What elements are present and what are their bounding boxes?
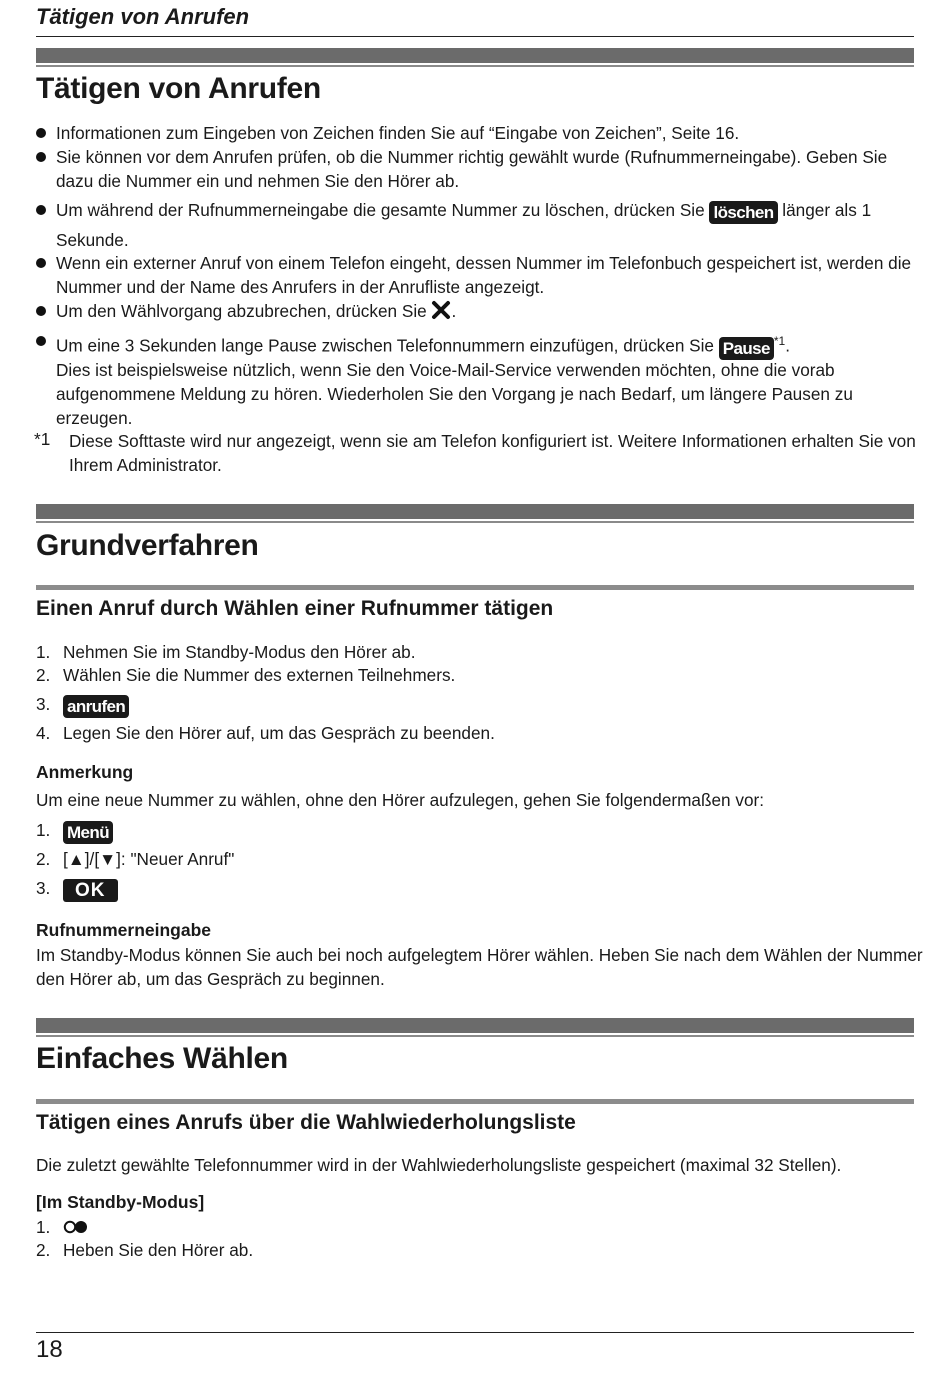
bullet-text-part: Um eine 3 Sekunden lange Pause zwischen Telefonnummern einzufügen, drücken Sie xyxy=(56,335,714,356)
bullet-text: Informationen zum Eingeben von Zeichen finden Sie auf “Eingabe von Zeichen”, Seite 16. xyxy=(56,123,740,143)
bullet-text-cont: Dies ist beispielsweise nützlich, wenn Sie den Voice-Mail-Service verwenden möchten, ohne die vorab xyxy=(56,360,835,380)
step-number: 1. xyxy=(36,820,51,840)
manual-page xyxy=(34,0,923,1374)
step-number: 3. xyxy=(36,694,51,714)
subsection-bar xyxy=(36,585,914,590)
bullet-text-cont: Sekunde. xyxy=(56,230,129,250)
running-header: Tätigen von Anrufen xyxy=(36,4,250,29)
step-number: 2. xyxy=(36,849,51,869)
step-number: 2. xyxy=(36,1240,51,1260)
bullet-text-cont: erzeugen. xyxy=(56,408,133,428)
step-number: 1. xyxy=(36,642,51,662)
step-number: 2. xyxy=(36,665,51,685)
note-text: Um eine neue Nummer zu wählen, ohne den Hörer aufzulegen, gehen Sie folgendermaßen vor: xyxy=(36,790,765,810)
step-number: 3. xyxy=(36,878,51,898)
bullet-text-part: . xyxy=(785,335,790,356)
step-key-wrap xyxy=(63,692,129,718)
bullet-text: Wenn ein externer Anruf von einem Telefon eingeht, dessen Nummer im Telefonbuch gespeichert ist, werden die xyxy=(56,253,912,273)
step-text: Nehmen Sie im Standby-Modus den Hörer ab. xyxy=(63,642,416,662)
rufnummer-text-cont: den Hörer ab, um das Gespräch zu beginnen. xyxy=(36,969,385,989)
subsection-title: Einen Anruf durch Wählen einer Rufnummer tätigen xyxy=(36,597,554,620)
section-bar xyxy=(36,1018,914,1033)
header-rule xyxy=(36,36,914,37)
footer-rule xyxy=(36,1332,914,1333)
footnote-text-cont: Ihrem Administrator. xyxy=(69,455,222,475)
bullet-text-part: . xyxy=(451,301,457,321)
bullet-icon xyxy=(36,205,46,215)
cancel-x-icon xyxy=(431,300,451,320)
bullet-text-part: Um während der Rufnummerneingabe die gesamte Nummer zu löschen, drücken Sie xyxy=(56,200,705,220)
bullet-icon xyxy=(36,258,46,268)
step-number: 4. xyxy=(36,723,51,743)
step-key-wrap xyxy=(63,876,118,902)
bullet-text xyxy=(56,299,456,323)
step-key-wrap xyxy=(63,818,113,844)
step-icon-wrap xyxy=(63,1215,89,1239)
ok-key: OK xyxy=(63,879,118,902)
bullet-icon xyxy=(36,306,46,316)
bullet-text xyxy=(56,198,871,224)
section-bar xyxy=(36,48,914,63)
page-number: 18 xyxy=(36,1336,63,1363)
bullet-icon xyxy=(36,336,46,346)
bullet-text-cont: Nummer und der Name des Anrufers in der Anrufliste angezeigt. xyxy=(56,277,545,297)
bullet-text-part: länger als 1 xyxy=(782,200,872,220)
section-title: Einfaches Wählen xyxy=(36,1042,288,1075)
anrufen-key: anrufen xyxy=(63,695,129,718)
bullet-text-cont: aufgenommene Meldung zu hören. Wiederholen Sie den Vorgang je nach Bedarf, um längere Pausen zu xyxy=(56,384,853,404)
subsection-bar xyxy=(36,1099,914,1104)
step-text: Wählen Sie die Nummer des externen Teilnehmers. xyxy=(63,665,456,685)
subsection-title: Tätigen eines Anrufs über die Wahlwiederholungsliste xyxy=(36,1111,576,1134)
pause-key: Pause xyxy=(719,337,774,360)
step-number: 1. xyxy=(36,1217,51,1237)
step-text: Heben Sie den Hörer ab. xyxy=(63,1240,254,1260)
loeschen-key: löschen xyxy=(709,201,777,224)
footnote-ref: *1 xyxy=(773,334,786,348)
bullet-icon xyxy=(36,152,46,162)
bullet-text-cont: dazu die Nummer ein und nehmen Sie den Hörer ab. xyxy=(56,171,460,191)
section-text: Die zuletzt gewählte Telefonnummer wird in der Wahlwiederholungsliste gespeichert (maximal 32 Stellen). xyxy=(36,1155,842,1175)
bullet-icon xyxy=(36,128,46,138)
step-text: [▲]/[▼]: "Neuer Anruf" xyxy=(63,849,235,869)
bullet-text-part: Um den Wählvorgang abzubrechen, drücken Sie xyxy=(56,301,427,321)
redial-icon xyxy=(63,1220,89,1234)
section-bar xyxy=(36,504,914,519)
rufnummer-text: Im Standby-Modus können Sie auch bei noch aufgelegtem Hörer wählen. Heben Sie nach dem Wählen der Nummer xyxy=(36,945,923,965)
footnote-mark: *1 xyxy=(34,429,51,449)
menu-key: Menü xyxy=(63,821,113,844)
rufnummer-title: Rufnummerneingabe xyxy=(36,920,212,940)
note-title: Anmerkung xyxy=(36,762,134,782)
section-title: Tätigen von Anrufen xyxy=(36,72,321,105)
footnote-text: Diese Softtaste wird nur angezeigt, wenn sie am Telefon konfiguriert ist. Weitere Informationen erhalten Sie von xyxy=(69,431,916,451)
bullet-text: Sie können vor dem Anrufen prüfen, ob die Nummer richtig gewählt wurde (Rufnummerneingabe). Geben Sie xyxy=(56,147,888,167)
bullet-text xyxy=(56,329,790,360)
mode-label: [Im Standby-Modus] xyxy=(36,1192,205,1212)
step-text: Legen Sie den Hörer auf, um das Gespräch zu beenden. xyxy=(63,723,495,743)
section-title: Grundverfahren xyxy=(36,529,259,562)
